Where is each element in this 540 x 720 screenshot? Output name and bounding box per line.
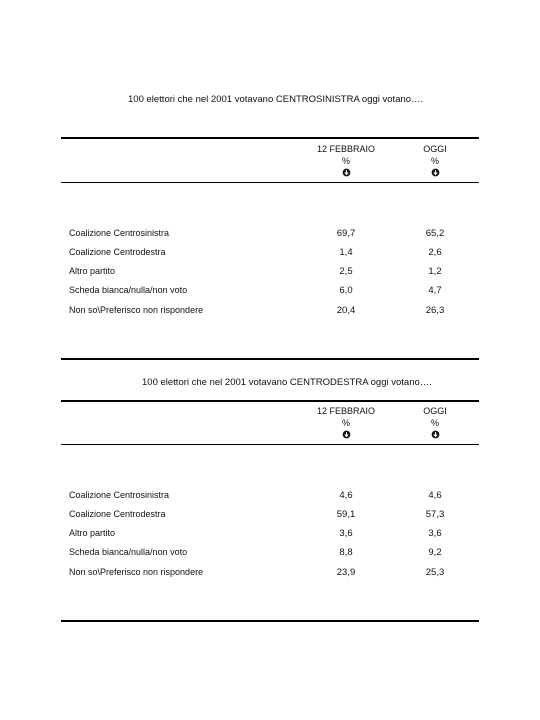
table2-col1-label: 12 FEBBRAIO [316, 406, 376, 416]
table1-row-value-12-febbraio: 1,4 [339, 247, 353, 258]
table2-row-label: Scheda bianca/nulla/non voto [69, 547, 188, 557]
table1-col1-header [306, 143, 386, 177]
down-arrow-circle-icon [431, 430, 440, 439]
table2-row-value-12-febbraio: 23,9 [336, 567, 356, 578]
table2-row-value-oggi: 3,6 [428, 528, 442, 539]
table2-bottom-rule [61, 620, 479, 622]
table2-col1-header [306, 405, 386, 439]
table2-row-label: Coalizione Centrodestra [69, 509, 166, 519]
table2-col2-header [405, 405, 465, 439]
table2-row-value-oggi: 25,3 [425, 567, 445, 578]
table1-row-value-12-febbraio: 20,4 [336, 305, 356, 316]
table1-row-value-12-febbraio: 6,0 [339, 285, 353, 296]
table1-row-label: Scheda bianca/nulla/non voto [69, 285, 188, 295]
table1-row-label: Non so\Preferisco non rispondere [69, 305, 204, 315]
table2-row-value-12-febbraio: 8,8 [339, 547, 353, 558]
table1-title: 100 elettori che nel 2001 votavano CENTROSINISTRA oggi votano…. [128, 94, 424, 105]
table1-row-value-oggi: 26,3 [425, 305, 445, 316]
table1-row-value-oggi: 65,2 [425, 228, 445, 239]
table2-header-rule [61, 444, 479, 445]
table2-row-label: Altro partito [69, 528, 116, 538]
table2-col1-unit: % [341, 418, 350, 428]
table2-row-value-12-febbraio: 4,6 [339, 490, 353, 501]
down-arrow-circle-icon [342, 168, 351, 177]
down-arrow-circle-icon [431, 168, 440, 177]
table2-row-value-12-febbraio: 3,6 [339, 528, 353, 539]
table1-row-value-oggi: 2,6 [428, 247, 442, 258]
table2-row-label: Coalizione Centrosinistra [69, 490, 170, 500]
table1-row-value-12-febbraio: 69,7 [336, 228, 356, 239]
table2-row-value-oggi: 9,2 [428, 547, 442, 558]
table2-row-value-oggi: 57,3 [425, 509, 445, 520]
table2-row-label: Non so\Preferisco non rispondere [69, 567, 204, 577]
table2-row-value-oggi: 4,6 [428, 490, 442, 501]
table1-col1-label: 12 FEBBRAIO [316, 144, 376, 154]
table1-row-value-12-febbraio: 2,5 [339, 266, 353, 277]
table1-col1-unit: % [341, 156, 350, 166]
table2-col2-unit: % [430, 418, 439, 428]
table1-row-value-oggi: 4,7 [428, 285, 442, 296]
table1-top-rule [61, 137, 479, 139]
table2-col2-label: OGGI [423, 406, 447, 416]
table1-header-rule [61, 182, 479, 183]
table1-row-value-oggi: 1,2 [428, 266, 442, 277]
down-arrow-circle-icon [342, 430, 351, 439]
table2-top-rule [61, 400, 479, 402]
table2-title: 100 elettori che nel 2001 votavano CENTRODESTRA oggi votano…. [142, 377, 432, 388]
table1-bottom-rule [61, 358, 479, 360]
table2-row-value-12-febbraio: 59,1 [336, 509, 356, 520]
table1-row-label: Coalizione Centrosinistra [69, 228, 170, 238]
table1-row-label: Altro partito [69, 266, 116, 276]
table1-col2-label: OGGI [423, 144, 447, 154]
table1-col2-unit: % [430, 156, 439, 166]
table1-row-label: Coalizione Centrodestra [69, 247, 166, 257]
table1-col2-header [405, 143, 465, 177]
